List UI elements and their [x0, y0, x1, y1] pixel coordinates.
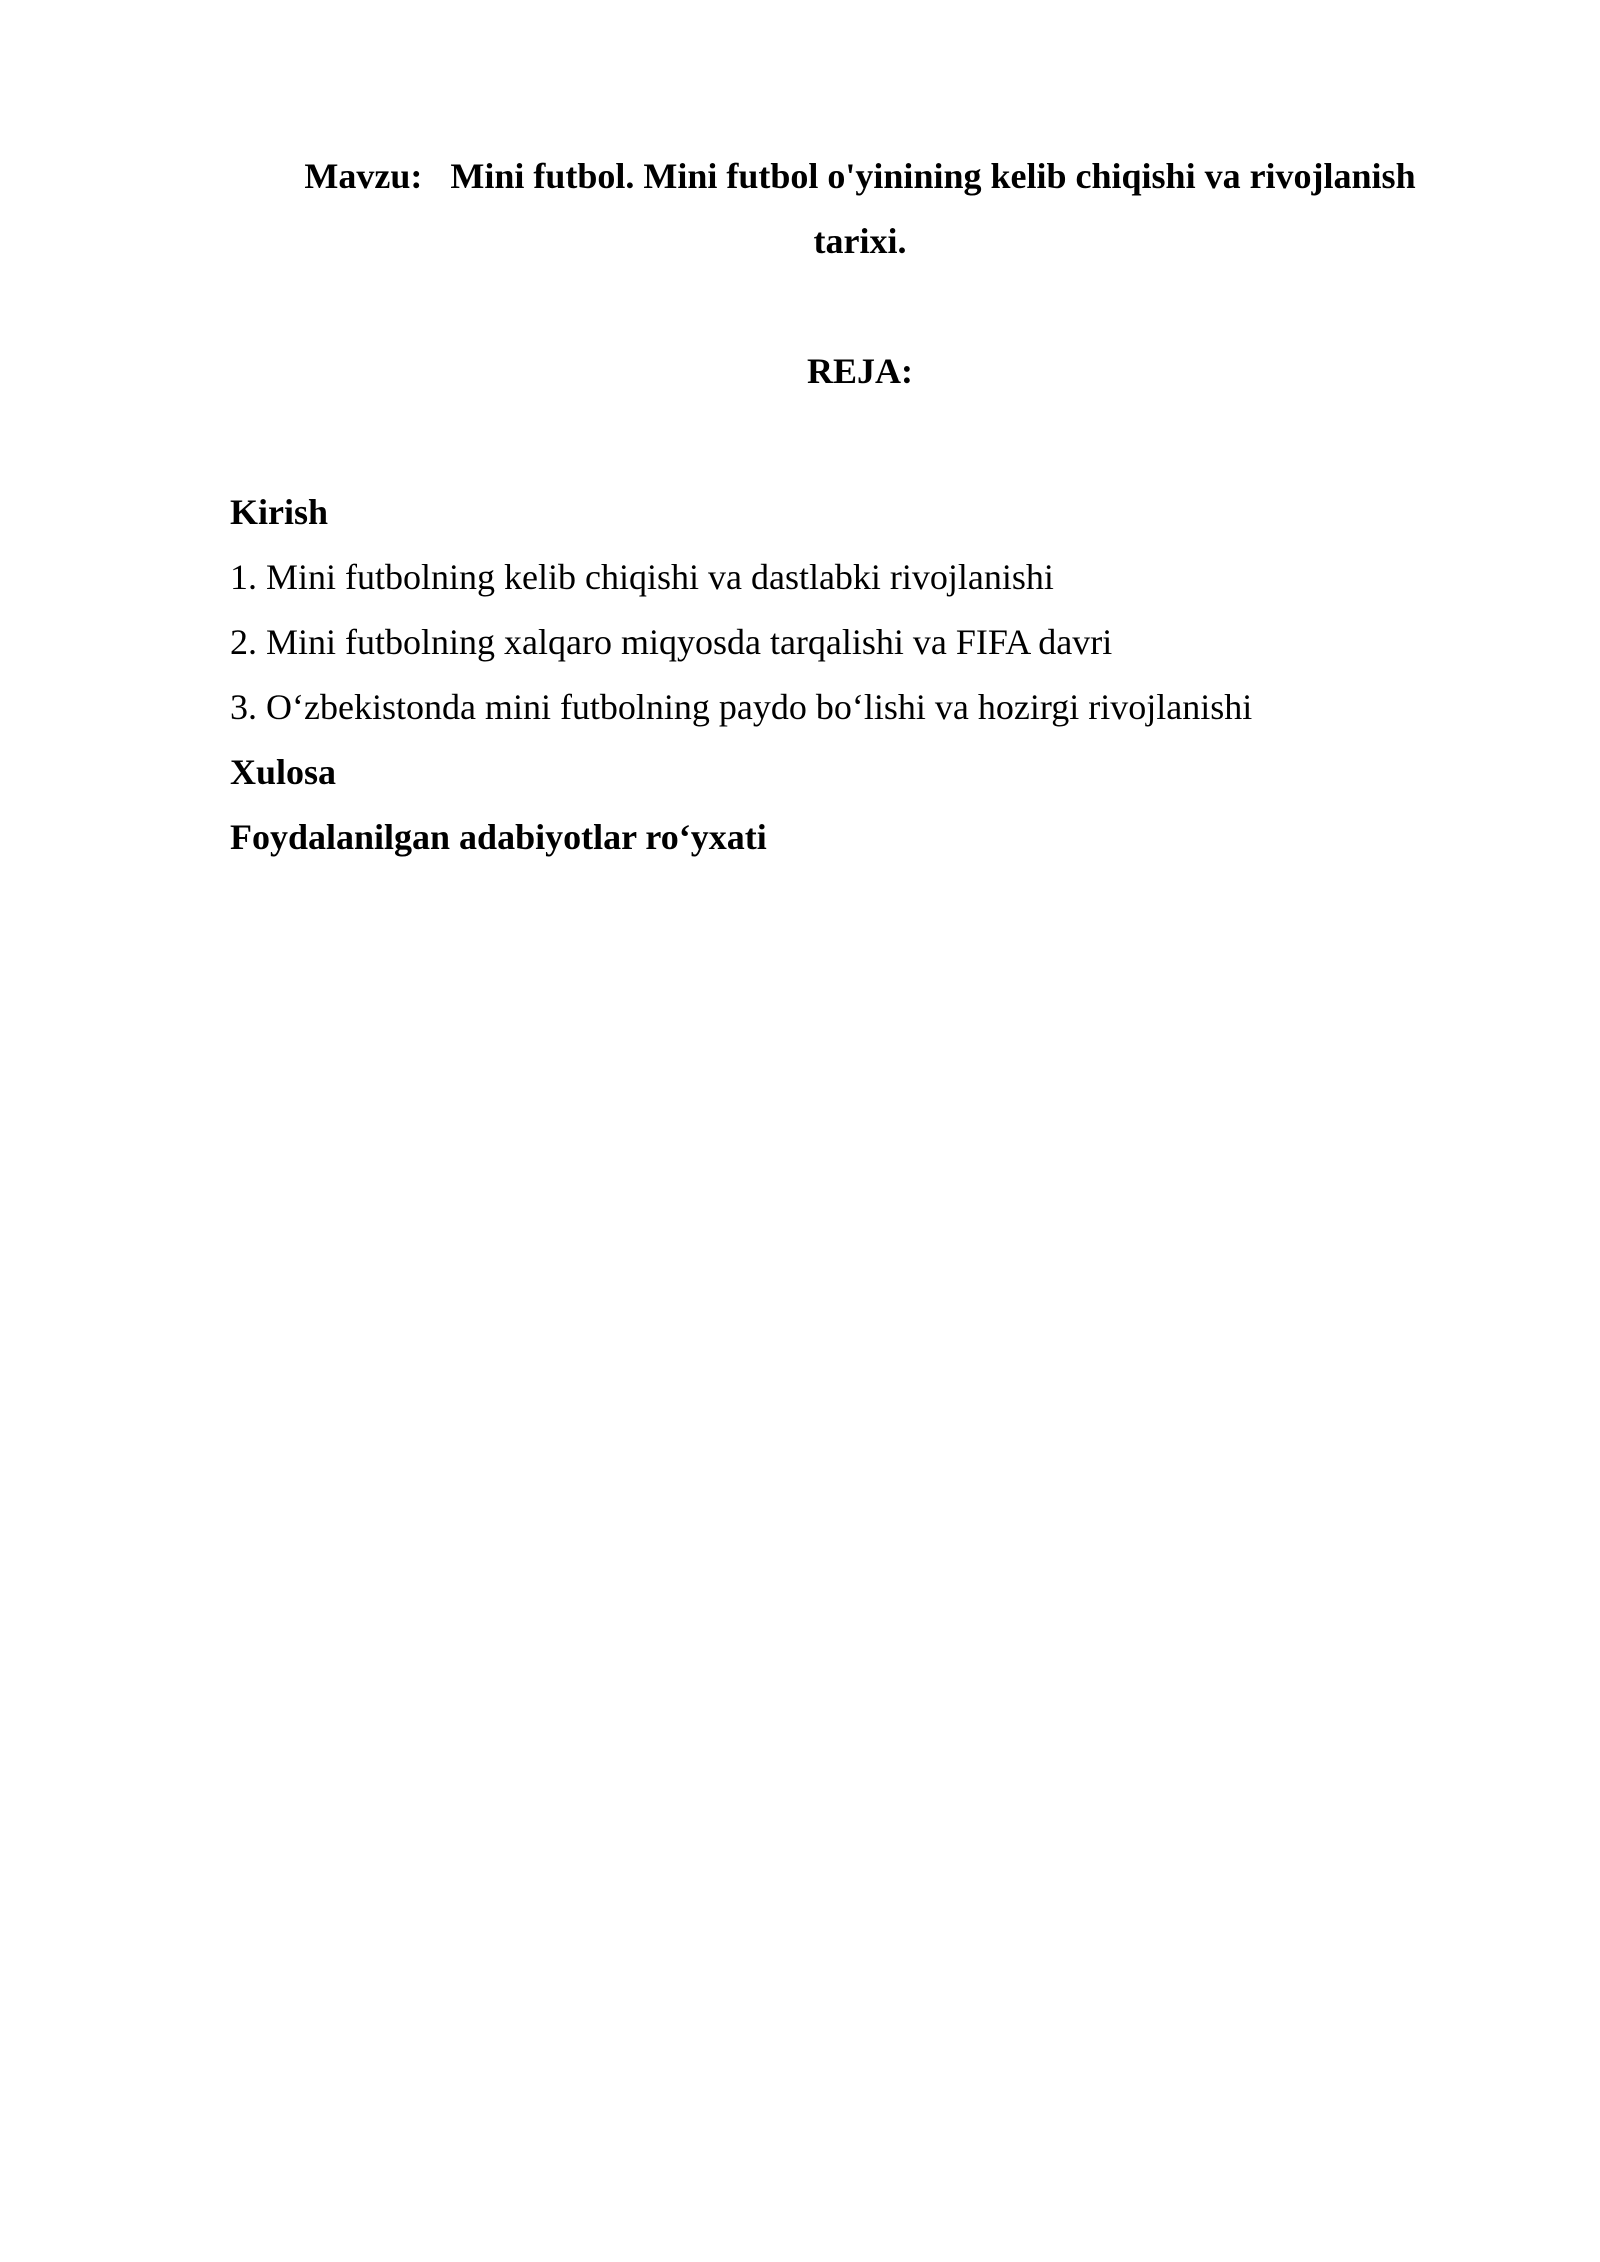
- plan-item-conclusion: Xulosa: [230, 752, 337, 792]
- topic-title-continued: [230, 220, 1490, 262]
- plan-heading: REJA:: [807, 351, 913, 391]
- topic-text-line1: Mini futbol. Mini futbol o'yinining kelib chiqishi va rivojlanish: [450, 156, 1416, 196]
- plan-item-2: 2. Mini futbolning xalqaro miqyosda tarqalishi va FIFA davri: [230, 622, 1113, 662]
- plan-item-1: 1. Mini futbolning kelib chiqishi va dastlabki rivojlanishi: [230, 557, 1054, 597]
- plan-item-references: Foydalanilgan adabiyotlar ro‘yxati: [230, 817, 767, 857]
- plan-item-3: 3. O‘zbekistonda mini futbolning paydo bo‘lishi va hozirgi rivojlanishi: [230, 687, 1253, 727]
- topic-label: Mavzu:: [304, 156, 423, 196]
- plan-item-introduction: Kirish: [230, 492, 329, 532]
- topic-text-line2: tarixi.: [813, 221, 907, 261]
- topic-title: [230, 155, 1490, 197]
- plan-list: [230, 480, 1430, 870]
